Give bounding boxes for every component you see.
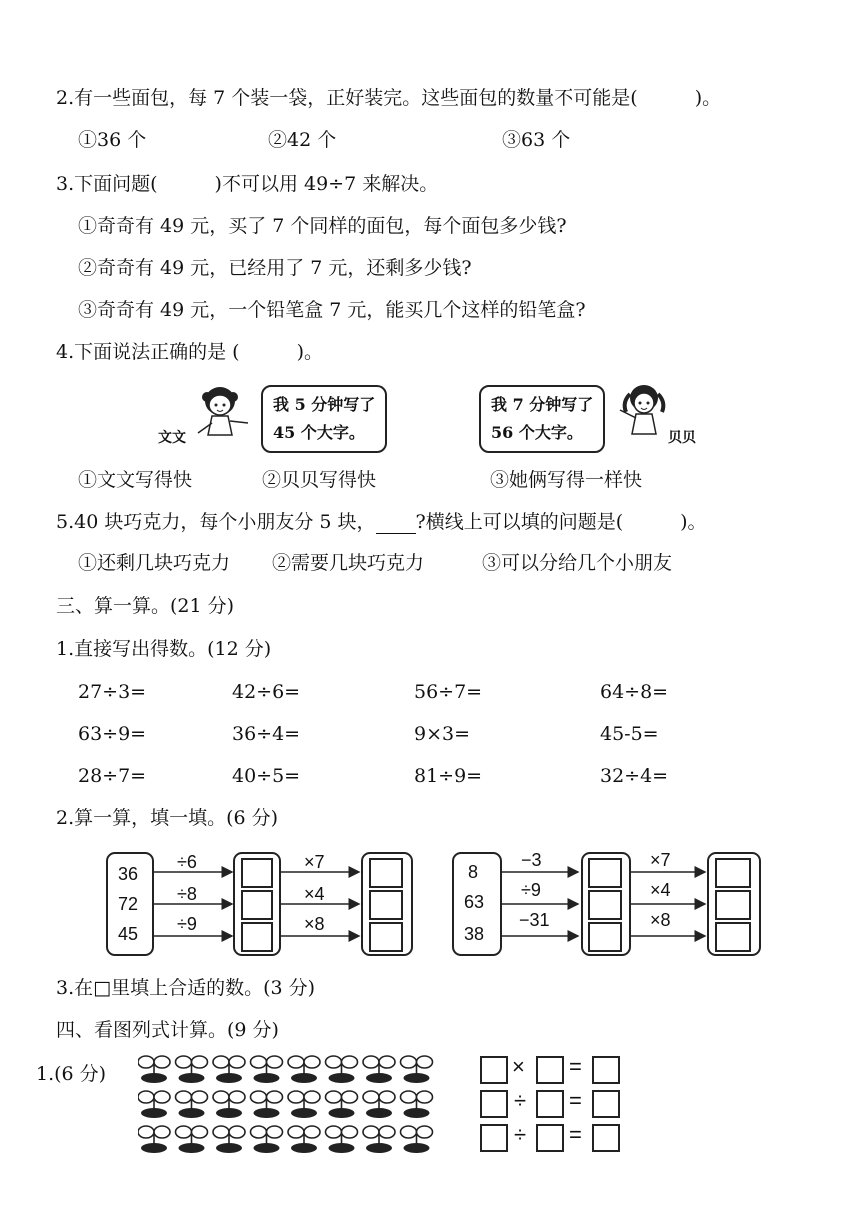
sprout-icon	[401, 1091, 433, 1118]
section3-sub2: 2.算一算，填一填。(6 分)	[56, 807, 279, 829]
q2-stem: 2.有一些面包，每 7 个装一袋，正好装完。这些面包的数量不可能是( )。	[56, 87, 722, 109]
flow-left-input-3: 45	[118, 924, 139, 944]
calc-r3-c2: 40÷5=	[232, 765, 301, 787]
sprout-icon	[363, 1091, 395, 1118]
sprout-icon	[213, 1056, 245, 1083]
q4-option-2: ②贝贝写得快	[262, 469, 377, 491]
sprout-picture	[138, 1050, 438, 1160]
sprout-icon	[363, 1126, 395, 1153]
eq1-result-box[interactable]	[592, 1056, 620, 1084]
eq3-result-box[interactable]	[592, 1124, 620, 1152]
flow-left-op2-1: ×7	[304, 852, 325, 872]
flow-left-op1-2: ÷8	[177, 884, 197, 904]
flow-left-op2-3: ×8	[304, 914, 325, 934]
beibei-bubble-line-1: 我 7 分钟写了	[491, 395, 594, 414]
beibei-speech-bubble	[479, 385, 605, 453]
flow-left-op1-1: ÷6	[177, 852, 197, 872]
sprout-icon	[251, 1126, 283, 1153]
flow-left-input-2: 72	[118, 894, 139, 914]
eq1-operand-2-box[interactable]	[536, 1056, 564, 1084]
sprout-icon	[251, 1091, 283, 1118]
q4-stem: 4.下面说法正确的是 ( )。	[56, 341, 323, 363]
calc-r3-c1: 28÷7=	[78, 765, 147, 787]
q2-option-3: ③63 个	[502, 129, 571, 151]
calc-r2-c1: 63÷9=	[78, 723, 147, 745]
flow-right-op2-3: ×8	[650, 910, 671, 930]
eq1-operator: ×	[512, 1054, 525, 1079]
section3-sub3: 3.在□里填上合适的数。(3 分)	[56, 977, 316, 999]
girl-beibei-illustration	[614, 380, 670, 442]
flow-right-end-answer-1[interactable]	[715, 858, 751, 888]
q5-stem-part-a: 5.40 块巧克力，每个小朋友分 5 块，	[56, 511, 376, 533]
wenwen-bubble-line-1: 我 5 分钟写了	[273, 395, 376, 414]
q4-option-3: ③她俩写得一样快	[490, 469, 643, 491]
wenwen-bubble-line-2: 45 个大字。	[273, 423, 365, 442]
sprout-icon	[288, 1091, 320, 1118]
flow-right-input-2: 63	[464, 892, 485, 912]
flow-right-op2-2: ×4	[650, 880, 671, 900]
flow-left-op1-3: ÷9	[177, 914, 197, 934]
calc-r2-c3: 9×3=	[414, 723, 471, 745]
beibei-bubble-line-2: 56 个大字。	[491, 423, 583, 442]
flow-left-end-answer-2[interactable]	[369, 890, 403, 920]
sprout-icon	[326, 1056, 358, 1083]
flow-right-op1-3: −31	[519, 910, 550, 930]
q3-option-2: ②奇奇有 49 元，已经用了 7 元，还剩多少钱?	[78, 257, 472, 279]
section3-title: 三、算一算。(21 分)	[56, 595, 235, 617]
eq2-operator: ÷	[514, 1088, 527, 1113]
flow-right-op1-2: ÷9	[521, 880, 541, 900]
q5-option-3: ③可以分给几个小朋友	[482, 552, 673, 574]
flow-left-mid-answer-1[interactable]	[241, 858, 273, 888]
section4-title: 四、看图列式计算。(9 分)	[56, 1019, 279, 1041]
q3-option-3: ③奇奇有 49 元，一个铅笔盒 7 元，能买几个这样的铅笔盒?	[78, 299, 586, 321]
calc-r1-c4: 64÷8=	[600, 681, 669, 703]
q4-option-1: ①文文写得快	[78, 469, 193, 491]
q2-option-1: ①36 个	[78, 129, 147, 151]
eq3-operand-1-box[interactable]	[480, 1124, 508, 1152]
flow-left-mid-answer-2[interactable]	[241, 890, 273, 920]
eq1-operand-1-box[interactable]	[480, 1056, 508, 1084]
sprout-icon	[401, 1126, 433, 1153]
calc-r2-c2: 36÷4=	[232, 723, 301, 745]
q3-stem: 3.下面问题( )不可以用 49÷7 来解决。	[56, 173, 439, 195]
calc-r1-c1: 27÷3=	[78, 681, 147, 703]
calc-r1-c3: 56÷7=	[414, 681, 483, 703]
sprout-icon	[326, 1091, 358, 1118]
calc-r3-c3: 81÷9=	[414, 765, 483, 787]
wenwen-speech-bubble	[261, 385, 387, 453]
q5-answer-blank[interactable]	[376, 515, 416, 534]
beibei-name: 贝贝	[668, 430, 696, 446]
q3-option-1: ①奇奇有 49 元，买了 7 个同样的面包，每个面包多少钱?	[78, 215, 567, 237]
q5-stem-part-b: ?横线上可以填的问题是( )。	[415, 511, 707, 533]
flow-right-end-answer-3[interactable]	[715, 922, 751, 952]
flow-left-input-1: 36	[118, 864, 139, 884]
calc-r1-c2: 42÷6=	[232, 681, 301, 703]
section4-sub1: 1.(6 分)	[36, 1063, 107, 1085]
eq3-operand-2-box[interactable]	[536, 1124, 564, 1152]
eq3-equals: =	[569, 1122, 582, 1147]
flow-right-end-answer-2[interactable]	[715, 890, 751, 920]
flow-right-mid-answer-2[interactable]	[588, 890, 622, 920]
section3-sub1: 1.直接写出得数。(12 分)	[56, 638, 272, 660]
flow-left-end-answer-1[interactable]	[369, 858, 403, 888]
sprout-icon	[251, 1056, 283, 1083]
sprout-icon	[363, 1056, 395, 1083]
q5-option-2: ②需要几块巧克力	[272, 552, 425, 574]
sprout-icon	[138, 1126, 170, 1153]
sprout-icon	[138, 1056, 170, 1083]
sprout-icon	[176, 1056, 208, 1083]
flow-right-mid-answer-3[interactable]	[588, 922, 622, 952]
sprout-icon	[401, 1056, 433, 1083]
flow-right-input-1: 8	[468, 862, 479, 882]
girl-wenwen-illustration	[196, 383, 258, 443]
q5-option-1: ①还剩几块巧克力	[78, 552, 231, 574]
sprout-icon	[213, 1091, 245, 1118]
sprout-icon	[326, 1126, 358, 1153]
sprout-icon	[288, 1056, 320, 1083]
q5-stem	[56, 510, 707, 534]
flow-left-end-answer-3[interactable]	[369, 922, 403, 952]
wenwen-name: 文文	[158, 430, 186, 446]
flow-left-op2-2: ×4	[304, 884, 325, 904]
flow-right-op1-1: −3	[521, 850, 542, 870]
eq2-equals: =	[569, 1088, 582, 1113]
sprout-icon	[288, 1126, 320, 1153]
sprout-icon	[176, 1126, 208, 1153]
eq3-operator: ÷	[514, 1122, 527, 1147]
sprout-icon	[138, 1091, 170, 1118]
calc-r3-c4: 32÷4=	[600, 765, 669, 787]
eq2-operand-1-box[interactable]	[480, 1090, 508, 1118]
flow-left-mid-answer-3[interactable]	[241, 922, 273, 952]
q2-option-2: ②42 个	[268, 129, 337, 151]
eq1-equals: =	[569, 1054, 582, 1079]
flow-right-input-3: 38	[464, 924, 485, 944]
eq2-operand-2-box[interactable]	[536, 1090, 564, 1118]
sprout-icon	[213, 1126, 245, 1153]
sprout-icon	[176, 1091, 208, 1118]
calc-r2-c4: 45-5=	[600, 723, 659, 745]
flow-right-mid-answer-1[interactable]	[588, 858, 622, 888]
eq2-result-box[interactable]	[592, 1090, 620, 1118]
flow-right-op2-1: ×7	[650, 850, 671, 870]
